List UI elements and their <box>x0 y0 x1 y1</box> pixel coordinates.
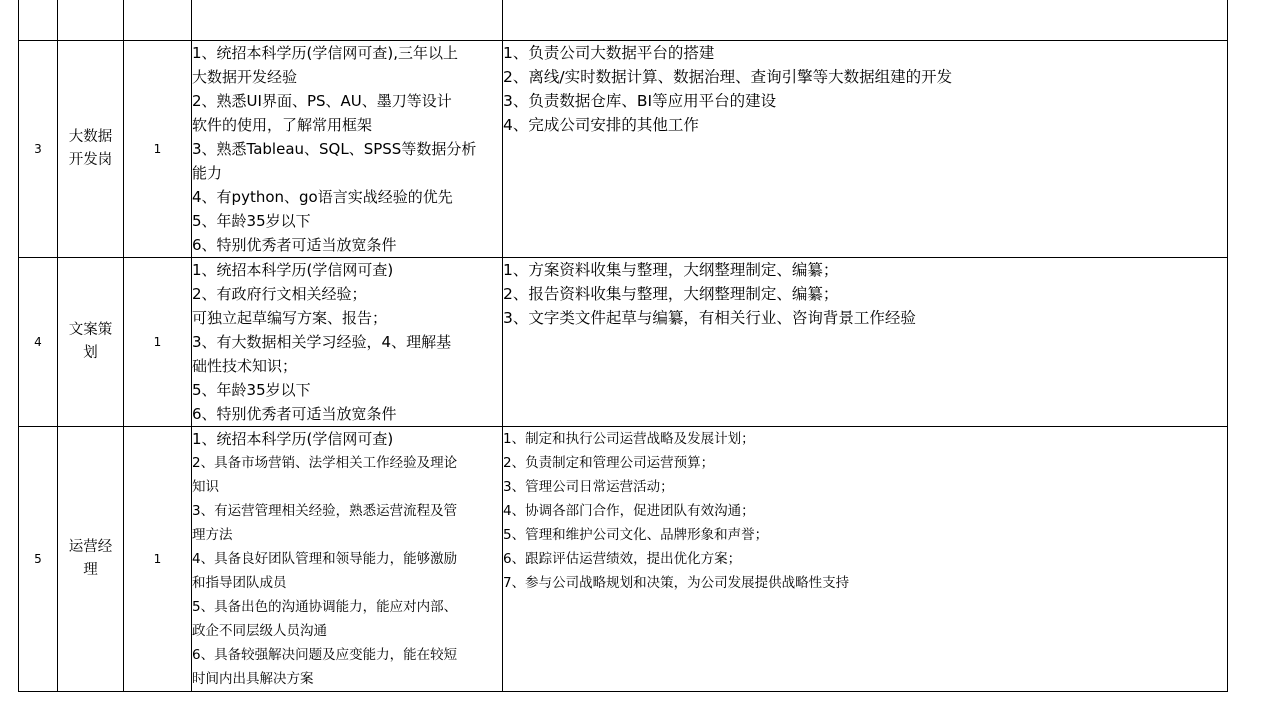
duty-line: 3、文字类文件起草与编纂，有相关行业、咨询背景工作经验 <box>503 309 916 327</box>
duty-line: 6、跟踪评估运营绩效，提出优化方案； <box>503 551 742 567</box>
duties-cell <box>503 258 1228 427</box>
duty-line: 1、制定和执行公司运营战略及发展计划； <box>503 431 755 447</box>
table-row <box>19 0 1228 41</box>
duty-line: 1、负责公司大数据平台的搭建 <box>503 44 715 62</box>
requirement-line: 大数据开发经验 <box>192 68 298 86</box>
headcount: 1 <box>124 41 192 258</box>
requirement-line: 理方法 <box>192 527 233 543</box>
table-row <box>19 41 1228 258</box>
duty-line: 7、参与公司战略规划和决策，为公司发展提供战略性支持 <box>503 575 850 591</box>
requirement-line: 软件的使用，了解常用框架 <box>192 116 373 134</box>
requirement-line: 4、有python、go语言实战经验的优先 <box>192 188 453 206</box>
requirement-line: 5、具备出色的沟通协调能力，能应对内部、 <box>192 599 458 615</box>
requirement-line: 3、有运营管理相关经验，熟悉运营流程及管 <box>192 503 458 519</box>
position-line: 大数据 <box>68 129 113 145</box>
requirement-line: 5、年龄35岁以下 <box>192 381 311 399</box>
requirement-line: 3、有大数据相关学习经验，4、理解基 <box>192 333 452 351</box>
requirement-line: 5、年龄35岁以下 <box>192 212 311 230</box>
requirement-line: 1、统招本科学历(学信网可查) <box>192 261 394 279</box>
position-line: 理 <box>83 562 98 578</box>
row-number: 3 <box>19 41 58 258</box>
requirement-line: 6、特别优秀者可适当放宽条件 <box>192 405 397 423</box>
position-name <box>58 258 124 427</box>
table-row <box>19 427 1228 692</box>
requirement-line: 6、具备较强解决问题及应变能力，能在较短 <box>192 647 458 663</box>
duty-line: 2、离线/实时数据计算、数据治理、查询引擎等大数据组建的开发 <box>503 68 953 86</box>
table-row <box>19 258 1228 427</box>
requirement-line: 6、特别优秀者可适当放宽条件 <box>192 236 397 254</box>
requirement-line: 知识 <box>192 479 219 495</box>
position-name <box>58 41 124 258</box>
row-number: 4 <box>19 258 58 427</box>
requirement-line: 时间内出具解决方案 <box>192 671 314 687</box>
duty-line: 4、协调各部门合作，促进团队有效沟通； <box>503 503 755 519</box>
duties-cell <box>503 41 1228 258</box>
duty-line: 5、管理和维护公司文化、品牌形象和声誉； <box>503 527 769 543</box>
duty-line: 3、管理公司日常运营活动； <box>503 479 674 495</box>
requirement-line: 1、统招本科学历(学信网可查),三年以上 <box>192 44 459 62</box>
requirement-line: 2、具备市场营销、法学相关工作经验及理论 <box>192 455 458 471</box>
requirements-cell <box>192 0 503 41</box>
requirements-cell <box>192 41 503 258</box>
requirement-line: 2、有政府行文相关经验； <box>192 285 367 303</box>
duties-cell <box>503 427 1228 692</box>
requirement-line: 2、熟悉UI界面、PS、AU、墨刀等设计 <box>192 92 452 110</box>
requirement-line: 3、熟悉Tableau、SQL、SPSS等数据分析 <box>192 140 477 158</box>
requirement-line: 1、统招本科学历(学信网可查) <box>192 430 394 448</box>
position-line: 划 <box>83 345 98 361</box>
row-number-cell <box>19 0 58 41</box>
requirement-line: 础性技术知识； <box>192 357 298 375</box>
row-number: 5 <box>19 427 58 692</box>
requirements-cell <box>192 258 503 427</box>
requirement-line: 可独立起草编写方案、报告； <box>192 309 388 327</box>
position-name <box>58 427 124 692</box>
headcount: 1 <box>124 427 192 692</box>
requirements-cell <box>192 427 503 692</box>
headcount-cell <box>124 0 192 41</box>
job-table <box>18 0 1228 692</box>
duty-line: 2、负责制定和管理公司运营预算； <box>503 455 715 471</box>
duty-line: 4、完成公司安排的其他工作 <box>503 116 699 134</box>
requirement-line: 4、具备良好团队管理和领导能力，能够激励 <box>192 551 458 567</box>
position-cell <box>58 0 124 41</box>
duty-line: 1、方案资料收集与整理，大纲整理制定、编纂； <box>503 261 839 279</box>
requirement-line: 和指导团队成员 <box>192 575 287 591</box>
duties-cell <box>503 0 1228 41</box>
requirement-line: 能力 <box>192 164 223 182</box>
headcount: 1 <box>124 258 192 427</box>
position-line: 开发岗 <box>68 152 113 168</box>
duty-line: 2、报告资料收集与整理，大纲整理制定、编纂； <box>503 285 839 303</box>
position-line: 运营经 <box>68 539 113 555</box>
duty-line: 3、负责数据仓库、BI等应用平台的建设 <box>503 92 777 110</box>
position-line: 文案策 <box>68 322 113 338</box>
requirement-line: 政企不同层级人员沟通 <box>192 623 327 639</box>
